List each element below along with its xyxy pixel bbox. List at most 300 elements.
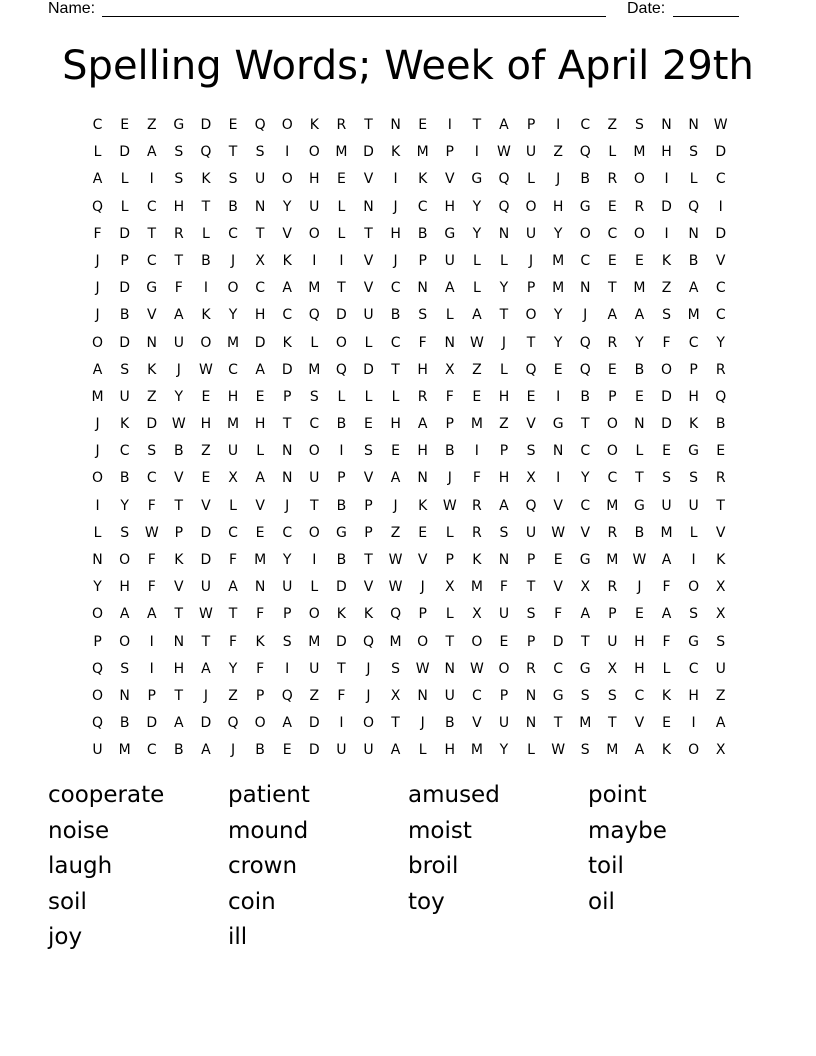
grid-cell: O bbox=[119, 633, 131, 650]
grid-cell: X bbox=[390, 687, 401, 704]
grid-cell: H bbox=[688, 388, 699, 405]
grid-cell: N bbox=[119, 687, 130, 704]
grid-cell: T bbox=[174, 687, 184, 704]
grid-cell: I bbox=[664, 225, 669, 242]
grid-cell: P bbox=[364, 497, 373, 514]
grid-cell: D bbox=[119, 280, 131, 297]
word-list-item: laugh bbox=[48, 853, 113, 879]
grid-cell: C bbox=[92, 117, 103, 133]
grid-cell: V bbox=[715, 252, 726, 269]
grid-cell: T bbox=[337, 280, 346, 297]
grid-cell: T bbox=[635, 470, 644, 487]
grid-cell: K bbox=[418, 497, 428, 514]
grid-cell: T bbox=[364, 225, 373, 242]
grid-cell: G bbox=[173, 117, 185, 133]
grid-row bbox=[84, 465, 736, 492]
grid-cell: L bbox=[256, 443, 265, 460]
grid-cell: W bbox=[388, 579, 403, 596]
grid-cell: H bbox=[254, 307, 266, 324]
grid-cell: H bbox=[444, 742, 456, 759]
grid-cell: Q bbox=[715, 388, 727, 405]
grid-cell: H bbox=[390, 225, 401, 242]
grid-cell: Q bbox=[579, 361, 591, 378]
grid-cell: G bbox=[688, 443, 700, 460]
grid-cell: A bbox=[580, 606, 591, 623]
grid-cell: C bbox=[282, 307, 293, 324]
grid-row bbox=[84, 248, 736, 275]
grid-cell: K bbox=[201, 171, 211, 188]
grid-cell: O bbox=[633, 225, 645, 242]
grid-cell: I bbox=[149, 171, 154, 188]
grid-cell: F bbox=[147, 552, 156, 568]
grid-cell: Y bbox=[716, 334, 725, 351]
grid-cell: E bbox=[120, 117, 130, 133]
grid-cell: K bbox=[201, 307, 211, 324]
grid-cell: A bbox=[688, 280, 699, 297]
word-list-item: maybe bbox=[588, 817, 667, 844]
grid-cell: S bbox=[391, 660, 401, 677]
grid-cell: O bbox=[688, 742, 700, 759]
grid-row bbox=[84, 438, 736, 465]
grid-cell: O bbox=[227, 280, 239, 297]
grid-cell: C bbox=[146, 742, 157, 759]
grid-cell: N bbox=[390, 117, 401, 133]
grid-cell: J bbox=[366, 687, 371, 704]
grid-cell: J bbox=[528, 252, 534, 269]
grid-cell: Y bbox=[635, 334, 644, 351]
grid-cell: L bbox=[391, 388, 400, 405]
grid-cell: O bbox=[362, 715, 374, 732]
grid-cell: B bbox=[119, 307, 130, 324]
grid-cell: O bbox=[119, 552, 131, 568]
grid-cell: J bbox=[637, 579, 642, 596]
word-list-item: joy bbox=[48, 924, 83, 950]
grid-cell: K bbox=[661, 742, 672, 759]
grid-cell: C bbox=[146, 252, 157, 269]
grid-cell: V bbox=[146, 307, 157, 324]
grid-cell: O bbox=[308, 225, 320, 242]
grid-cell: Y bbox=[93, 579, 102, 596]
grid-cell: V bbox=[417, 552, 428, 568]
grid-cell: O bbox=[525, 198, 537, 215]
grid-cell: P bbox=[689, 361, 698, 378]
grid-cell: Y bbox=[553, 334, 563, 351]
grid-cell: W bbox=[469, 660, 484, 677]
grid-cell: A bbox=[228, 579, 238, 596]
grid-cell: A bbox=[92, 171, 103, 188]
word-list-item: coin bbox=[228, 888, 276, 915]
grid-cell: K bbox=[309, 117, 319, 133]
grid-cell: B bbox=[580, 171, 591, 188]
grid-row bbox=[84, 166, 736, 193]
grid-cell: G bbox=[579, 198, 591, 215]
grid-cell: P bbox=[337, 470, 346, 487]
grid-cell: A bbox=[255, 361, 265, 378]
grid-cell: Z bbox=[390, 524, 401, 541]
grid-cell: L bbox=[337, 388, 346, 405]
grid-cell: C bbox=[255, 280, 265, 297]
grid-cell: W bbox=[171, 416, 186, 433]
grid-cell: A bbox=[119, 606, 130, 623]
grid-cell: W bbox=[442, 497, 457, 514]
grid-cell: B bbox=[174, 742, 184, 759]
grid-cell: I bbox=[312, 552, 317, 568]
word-list-item: mound bbox=[228, 817, 309, 844]
grid-cell: E bbox=[472, 388, 482, 405]
grid-cell: D bbox=[281, 361, 293, 378]
grid-cell: Z bbox=[661, 280, 672, 297]
grid-cell: A bbox=[282, 280, 292, 297]
grid-cell: I bbox=[339, 252, 344, 269]
grid-cell: K bbox=[390, 144, 401, 161]
grid-cell: F bbox=[662, 633, 671, 650]
grid-cell: E bbox=[201, 388, 211, 405]
grid-cell: I bbox=[556, 117, 561, 133]
grid-cell: D bbox=[336, 579, 347, 596]
grid-cell: Q bbox=[688, 198, 700, 215]
grid-cell: A bbox=[715, 715, 726, 732]
grid-cell: S bbox=[526, 443, 536, 460]
grid-cell: M bbox=[633, 144, 646, 161]
grid-cell: A bbox=[201, 742, 211, 759]
grid-cell: L bbox=[608, 144, 617, 161]
grid-cell: E bbox=[634, 252, 644, 269]
grid-cell: M bbox=[308, 361, 321, 378]
grid-cell: P bbox=[364, 524, 373, 541]
grid-cell: U bbox=[119, 388, 130, 405]
grid-cell: C bbox=[228, 361, 238, 378]
grid-cell: Q bbox=[498, 171, 510, 188]
grid-cell: N bbox=[498, 552, 510, 568]
grid-cell: K bbox=[147, 361, 157, 378]
grid-cell: H bbox=[200, 416, 212, 433]
grid-cell: Q bbox=[362, 633, 374, 650]
grid-cell: G bbox=[471, 171, 483, 188]
grid-cell: R bbox=[417, 388, 428, 405]
word-list bbox=[48, 778, 768, 956]
grid-cell: I bbox=[149, 660, 154, 677]
page-title: Spelling Words; Week of April 29th bbox=[62, 43, 754, 89]
grid-cell: N bbox=[281, 470, 293, 487]
grid-cell: A bbox=[607, 307, 618, 324]
name-blank-line bbox=[102, 0, 606, 17]
grid-cell: U bbox=[688, 497, 699, 514]
grid-cell: M bbox=[606, 497, 619, 514]
grid-cell: S bbox=[309, 388, 319, 405]
grid-cell: O bbox=[417, 633, 429, 650]
grid-cell: B bbox=[390, 307, 401, 324]
grid-cell: S bbox=[174, 171, 184, 188]
grid-cell: D bbox=[146, 715, 158, 732]
word-list-item: amused bbox=[408, 782, 500, 808]
grid-cell: J bbox=[203, 687, 208, 704]
grid-cell: M bbox=[91, 388, 104, 405]
grid-cell: D bbox=[661, 388, 672, 405]
grid-cell: D bbox=[363, 361, 374, 378]
grid-cell: Z bbox=[201, 443, 211, 460]
grid-cell: S bbox=[174, 144, 184, 161]
grid-cell: D bbox=[308, 742, 320, 759]
grid-cell: S bbox=[662, 470, 671, 487]
grid-cell: I bbox=[556, 388, 561, 405]
grid-cell: C bbox=[390, 280, 401, 297]
grid-cell: X bbox=[472, 606, 482, 623]
grid-cell: I bbox=[393, 171, 398, 188]
grid-cell: H bbox=[309, 171, 320, 188]
grid-cell: S bbox=[120, 361, 130, 378]
grid-cell: M bbox=[416, 144, 429, 161]
grid-cell: B bbox=[417, 225, 428, 242]
grid-cell: F bbox=[445, 388, 454, 405]
grid-cell: T bbox=[201, 198, 211, 215]
grid-cell: P bbox=[120, 252, 129, 269]
grid-cell: B bbox=[336, 497, 347, 514]
grid-cell: P bbox=[499, 687, 509, 704]
grid-cell: D bbox=[200, 552, 212, 568]
grid-cell: Q bbox=[281, 687, 293, 704]
grid-cell: E bbox=[634, 388, 644, 405]
grid-cell: B bbox=[336, 416, 347, 433]
grid-cell: A bbox=[255, 470, 265, 487]
grid-cell: N bbox=[579, 280, 591, 297]
grid-cell: U bbox=[173, 334, 184, 351]
grid-cell: G bbox=[146, 280, 158, 297]
grid-cell: P bbox=[608, 388, 617, 405]
grid-cell: J bbox=[583, 307, 588, 324]
grid-cell: M bbox=[606, 742, 619, 759]
grid-cell: G bbox=[688, 633, 700, 650]
grid-cell: L bbox=[500, 252, 508, 269]
grid-cell: R bbox=[607, 171, 618, 188]
grid-row bbox=[84, 683, 736, 710]
grid-cell: U bbox=[363, 307, 374, 324]
grid-cell: S bbox=[147, 443, 157, 460]
grid-cell: P bbox=[526, 280, 536, 297]
grid-cell: Y bbox=[174, 388, 184, 405]
grid-cell: Y bbox=[553, 307, 563, 324]
grid-row bbox=[84, 656, 736, 683]
grid-cell: L bbox=[120, 198, 129, 215]
grid-cell: C bbox=[580, 252, 591, 269]
grid-cell: X bbox=[526, 470, 536, 487]
grid-row bbox=[84, 112, 736, 139]
grid-cell: I bbox=[149, 633, 154, 650]
grid-cell: B bbox=[634, 361, 645, 378]
grid-row bbox=[84, 547, 736, 574]
grid-cell: G bbox=[579, 552, 591, 568]
grid-cell: G bbox=[444, 225, 456, 242]
grid-cell: J bbox=[230, 252, 236, 269]
grid-cell: O bbox=[606, 443, 618, 460]
grid-cell: I bbox=[474, 144, 479, 161]
grid-cell: E bbox=[499, 633, 509, 650]
grid-cell: Z bbox=[146, 388, 157, 405]
grid-cell: L bbox=[472, 252, 481, 269]
grid-cell: T bbox=[364, 552, 373, 568]
grid-cell: P bbox=[445, 552, 454, 568]
grid-cell: U bbox=[282, 579, 293, 596]
grid-cell: V bbox=[580, 524, 591, 541]
grid-cell: X bbox=[444, 361, 455, 378]
grid-cell: T bbox=[391, 715, 400, 732]
grid-cell: Z bbox=[309, 687, 320, 704]
grid-cell: N bbox=[688, 117, 699, 133]
grid-cell: S bbox=[580, 742, 590, 759]
grid-cell: M bbox=[470, 416, 483, 433]
grid-cell: F bbox=[147, 579, 156, 596]
grid-cell: V bbox=[255, 497, 265, 514]
grid-cell: I bbox=[691, 715, 696, 732]
grid-cell: U bbox=[715, 660, 726, 677]
grid-cell: H bbox=[444, 198, 456, 215]
grid-cell: A bbox=[174, 715, 184, 732]
grid-cell: F bbox=[662, 579, 671, 596]
grid-cell: C bbox=[471, 687, 482, 704]
grid-cell: N bbox=[661, 117, 672, 133]
grid-cell: F bbox=[418, 334, 427, 351]
grid-cell: J bbox=[393, 497, 398, 514]
grid-cell: A bbox=[174, 307, 184, 324]
grid-row bbox=[84, 139, 736, 166]
grid-cell: P bbox=[282, 606, 292, 623]
grid-cell: Q bbox=[254, 117, 266, 133]
grid-cell: H bbox=[498, 470, 510, 487]
grid-cell: T bbox=[526, 579, 536, 596]
grid-cell: H bbox=[417, 443, 428, 460]
grid-cell: Y bbox=[228, 660, 238, 677]
grid-cell: L bbox=[527, 742, 535, 759]
grid-cell: T bbox=[174, 497, 184, 514]
grid-cell: Q bbox=[498, 198, 510, 215]
grid-cell: O bbox=[633, 171, 645, 188]
grid-cell: S bbox=[282, 633, 292, 650]
grid-cell: D bbox=[119, 144, 131, 161]
grid-cell: C bbox=[688, 660, 699, 677]
grid-cell: G bbox=[552, 416, 564, 433]
grid-cell: H bbox=[390, 416, 401, 433]
grid-cell: N bbox=[417, 470, 428, 487]
grid-cell: L bbox=[364, 334, 373, 351]
grid-cell: N bbox=[363, 198, 374, 215]
grid-row bbox=[84, 737, 736, 764]
grid-cell: R bbox=[715, 470, 726, 487]
grid-cell: S bbox=[499, 524, 509, 541]
grid-cell: A bbox=[390, 742, 401, 759]
grid-cell: B bbox=[119, 715, 130, 732]
grid-cell: P bbox=[255, 687, 265, 704]
grid-cell: I bbox=[447, 117, 452, 133]
grid-cell: U bbox=[309, 470, 320, 487]
grid-cell: I bbox=[95, 497, 100, 514]
grid-cell: D bbox=[715, 225, 727, 242]
grid-cell: C bbox=[553, 660, 564, 677]
grid-cell: A bbox=[146, 144, 157, 161]
grid-cell: S bbox=[120, 524, 130, 541]
grid-cell: D bbox=[363, 144, 374, 161]
grid-cell: C bbox=[417, 198, 428, 215]
grid-cell: D bbox=[146, 416, 158, 433]
grid-cell: L bbox=[472, 280, 481, 297]
grid-cell: A bbox=[661, 552, 672, 568]
grid-cell: M bbox=[308, 280, 321, 297]
grid-cell: C bbox=[309, 416, 320, 433]
grid-cell: G bbox=[335, 524, 347, 541]
grid-cell: E bbox=[526, 388, 536, 405]
grid-cell: I bbox=[339, 715, 344, 732]
grid-cell: F bbox=[472, 470, 481, 487]
grid-cell: R bbox=[607, 579, 618, 596]
grid-cell: U bbox=[525, 144, 537, 161]
grid-cell: O bbox=[281, 117, 293, 133]
grid-cell: S bbox=[255, 144, 265, 161]
grid-cell: P bbox=[445, 144, 454, 161]
grid-cell: O bbox=[525, 307, 537, 324]
grid-cell: W bbox=[199, 606, 213, 623]
grid-cell: J bbox=[366, 660, 371, 677]
grid-cell: Y bbox=[499, 280, 509, 297]
grid-cell: L bbox=[364, 388, 373, 405]
grid-cell: Z bbox=[228, 687, 238, 704]
grid-cell: U bbox=[525, 524, 537, 541]
grid-cell: S bbox=[526, 606, 536, 623]
grid-cell: T bbox=[580, 416, 590, 433]
grid-cell: B bbox=[444, 443, 455, 460]
grid-cell: E bbox=[418, 524, 428, 541]
grid-cell: C bbox=[228, 524, 238, 541]
grid-cell: J bbox=[393, 252, 398, 269]
grid-cell: X bbox=[607, 660, 618, 677]
grid-cell: W bbox=[632, 552, 647, 568]
word-list-item: oil bbox=[588, 888, 615, 915]
grid-cell: T bbox=[228, 144, 238, 161]
grid-cell: U bbox=[254, 171, 266, 188]
grid-cell: W bbox=[388, 552, 403, 568]
grid-cell: S bbox=[634, 117, 644, 133]
grid-cell: U bbox=[200, 579, 212, 596]
grid-cell: V bbox=[174, 579, 184, 596]
grid-cell: Y bbox=[472, 225, 482, 242]
grid-cell: M bbox=[470, 579, 483, 596]
grid-cell: E bbox=[607, 198, 617, 215]
grid-cell: N bbox=[417, 280, 428, 297]
grid-cell: N bbox=[525, 687, 537, 704]
grid-cell: Q bbox=[579, 144, 591, 161]
grid-cell: L bbox=[445, 307, 454, 324]
grid-cell: N bbox=[92, 552, 103, 568]
grid-cell: B bbox=[228, 198, 238, 215]
grid-cell: U bbox=[498, 606, 510, 623]
grid-cell: O bbox=[661, 361, 673, 378]
grid-cell: K bbox=[716, 552, 726, 568]
grid-cell: Y bbox=[553, 225, 563, 242]
grid-row bbox=[84, 194, 736, 221]
grid-cell: U bbox=[607, 633, 618, 650]
grid-cell: T bbox=[364, 117, 373, 133]
grid-cell: C bbox=[580, 497, 591, 514]
grid-cell: C bbox=[580, 443, 591, 460]
grid-cell: F bbox=[554, 606, 563, 623]
grid-row bbox=[84, 411, 736, 438]
grid-cell: G bbox=[552, 687, 564, 704]
grid-cell: O bbox=[308, 443, 320, 460]
grid-cell: L bbox=[120, 171, 129, 188]
grid-cell: T bbox=[174, 606, 184, 623]
grid-cell: A bbox=[444, 280, 455, 297]
grid-row bbox=[84, 710, 736, 737]
grid-cell: A bbox=[92, 361, 103, 378]
grid-cell: J bbox=[447, 470, 452, 487]
grid-cell: P bbox=[282, 388, 292, 405]
